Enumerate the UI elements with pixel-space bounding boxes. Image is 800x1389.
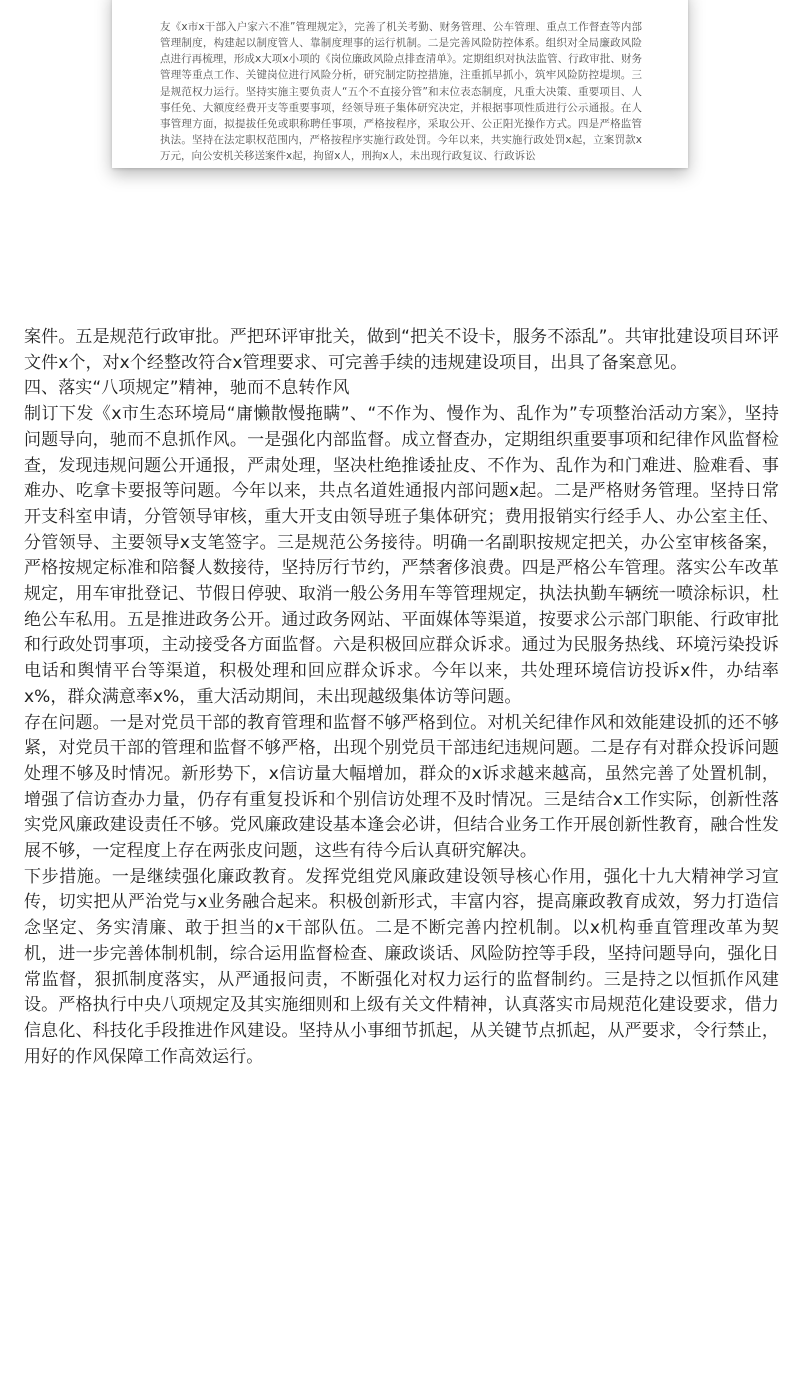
section-heading-eight-rules: 四、落实“八项规定”精神，驰而不息转作风	[24, 378, 350, 399]
paragraph-next-steps: 下步措施。一是继续强化廉政教育。发挥党组党风廉政建设领导核心作用，强化十九大精神学习宣传，切实把从严治党与x业务融合起来。积极创新形式，丰富内容，提高廉政教育成效，努力打造信念坚定、务实清廉、敢于担当的x干部队伍。二是不断完善内控机制。以x机构垂直管理改革为契机，进一步完善体制机制，综合运用监督检查、廉政谈话、风险防控等手段，坚持问题导向，强化日常监督，狠抓制度落实，从严通报问责，不断强化对权力运行的监督制约。三是持之以恒抓作风建设。严格执行中央八项规定及其实施细则和上级有关文件精神，认真落实市局规范化建设要求，借力信息化、科技化手段推进作风建设。坚持从小事细节抓起，从关键节点抓起，从严要求，令行禁止，用好的作风保障工作高效运行。	[24, 866, 779, 1067]
paragraph-existing-problems: 存在问题。一是对党员干部的教育管理和监督不够严格到位。对机关纪律作风和效能建设抓的还不够紧，对党员干部的管理和监督不够严格，出现个别党员干部违纪违规问题。二是存有对群众投诉问题处理不够及时情况。新形势下，x信访量大幅增加，群众的x诉求越来越高，虽然完善了处置机制，增强了信访查办力量，仍存有重复投诉和个别信访处理不及时情况。三是结合x工作实际，创新性落实党风廉政建设责任不够。党风廉政建设基本逢会必讲，但结合业务工作开展创新性教育，融合性发展不够，一定程度上存在两张皮问题，这些有待今后认真研究解决。	[24, 712, 779, 862]
paragraph-approval-end: 案件。五是规范行政审批。严把环评审批关，做到“把关不设卡，服务不添乱”。共审批建设项目环评文件x个，对x个经整改符合x管理要求、可完善手续的违规建设项目，出具了备案意见。	[24, 327, 779, 373]
preview-text: 友《x市x干部入户家六不准”管理规定》，完善了机关考勤、财务管理、公车管理、重点工作督查等内部管理制度，构建起以制度管人、靠制度理事的运行机制。二是完善风险防控体系。组织对全局廉政风险点进行再梳理，形成x大项x小项的《岗位廉政风险点排查清单》。定期组织对执法监管、行政审批、财务管理等重点工作、关键岗位进行风险分析，研究制定防控措施，注重抓早抓小，筑牢风险防控堤坝。三是规范权力运行。坚持实施主要负责人“五个不直接分管”和末位表态制度，凡重大决策、重要项目、人事任免、大额度经费开支等重要事项，经领导班子集体研究决定，并根据事项性质进行公示通报。在人事管理方面，拟提拔任免或职称聘任事项，严格按程序，采取公开、公正阳光操作方式。四是严格监管执法。坚持在法定职权范围内，严格按程序实施行政处罚。今年以来，共实施行政处罚x起，立案罚款x万元，向公安机关移送案件x起，拘留x人，刑拘x人，未出现行政复议、行政诉讼	[160, 21, 642, 162]
document-body	[24, 325, 779, 1070]
document-preview-card	[112, 0, 688, 168]
paragraph-work-style: 制订下发《x市生态环境局“庸懒散慢拖瞒”、“不作为、慢作为、乱作为”专项整治活动方案》，坚持问题导向，驰而不息抓作风。一是强化内部监督。成立督查办，定期组织重要事项和纪律作风监督检查，发现违规问题公开通报，严肃处理，坚决杜绝推诿扯皮、不作为、乱作为和门难进、脸难看、事难办、吃拿卡要报等问题。今年以来，共点名道姓通报内部问题x起。二是严格财务管理。坚持日常开支科室申请，分管领导审核，重大开支由领导班子集体研究；费用报销实行经手人、办公室主任、分管领导、主要领导x支笔签字。三是规范公务接待。明确一名副职按规定把关，办公室审核备案，严格按规定标准和陪餐人数接待，坚持厉行节约，严禁奢侈浪费。四是严格公车管理。落实公车改革规定，用车审批登记、节假日停驶、取消一般公务用车等管理规定，执法执勤车辆统一喷涂标识，杜绝公车私用。五是推进政务公开。通过政务网站、平面媒体等渠道，按要求公示部门职能、行政审批和行政处罚事项，主动接受各方面监督。六是积极回应群众诉求。通过为民服务热线、环境污染投诉电话和舆情平台等渠道，积极处理和回应群众诉求。今年以来，共处理环境信访投诉x件，办结率x%，群众满意率x%，重大活动期间，未出现越级集体访等问题。	[24, 404, 779, 707]
